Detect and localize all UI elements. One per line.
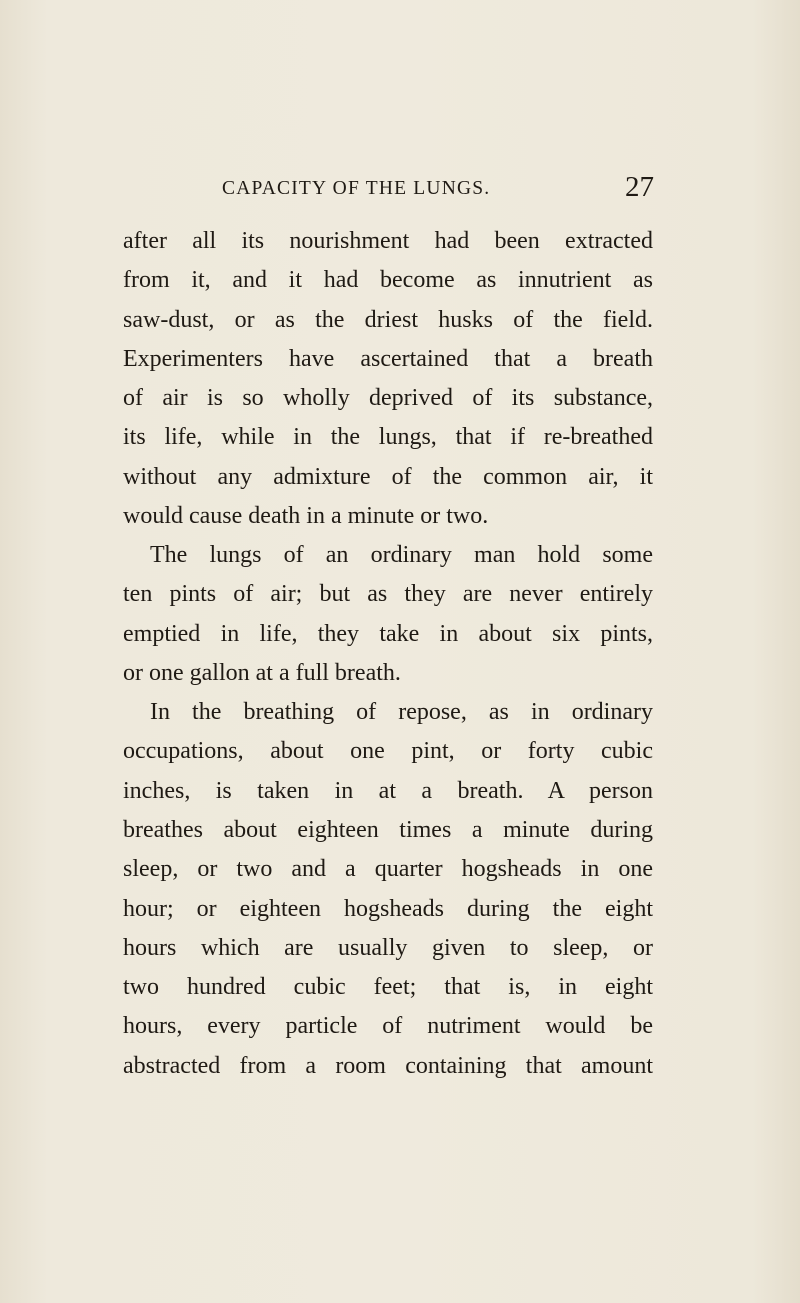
text-line: two hundred cubic feet; that is, in eight bbox=[123, 974, 653, 1001]
text-line: inches, is taken in at a breath. A person bbox=[123, 777, 653, 804]
text-line: of air is so wholly deprived of its substance, bbox=[123, 385, 653, 412]
text-line: In the breathing of repose, as in ordinary bbox=[150, 699, 653, 726]
running-head bbox=[222, 171, 654, 211]
body-text bbox=[123, 222, 653, 1086]
text-line: emptied in life, they take in about six pints, bbox=[123, 620, 653, 647]
text-line: its life, while in the lungs, that if re-breathed bbox=[123, 424, 653, 451]
text-line: ten pints of air; but as they are never entirely bbox=[123, 581, 653, 608]
text-line: or one gallon at a full breath. bbox=[123, 659, 401, 686]
text-line: saw-dust, or as the driest husks of the field. bbox=[123, 306, 653, 333]
text-line: abstracted from a room containing that amount bbox=[123, 1052, 653, 1079]
running-title: CAPACITY OF THE LUNGS. bbox=[222, 178, 491, 199]
text-line: hours which are usually given to sleep, or bbox=[123, 934, 653, 961]
text-line: from it, and it had become as innutrient as bbox=[123, 267, 653, 294]
text-line: hours, every particle of nutriment would be bbox=[123, 1013, 653, 1040]
text-line: sleep, or two and a quarter hogsheads in one bbox=[123, 856, 653, 883]
text-line: occupations, about one pint, or forty cubic bbox=[123, 738, 653, 765]
text-line: after all its nourishment had been extracted bbox=[123, 228, 653, 254]
page-number: 27 bbox=[625, 171, 654, 203]
text-line: breathes about eighteen times a minute during bbox=[123, 816, 653, 843]
text-line: Experimenters have ascertained that a breath bbox=[123, 345, 653, 372]
text-line: without any admixture of the common air, it bbox=[123, 463, 653, 490]
text-line: would cause death in a minute or two. bbox=[123, 502, 489, 529]
text-line: hour; or eighteen hogsheads during the eight bbox=[123, 895, 653, 922]
text-line: The lungs of an ordinary man hold some bbox=[150, 542, 653, 569]
